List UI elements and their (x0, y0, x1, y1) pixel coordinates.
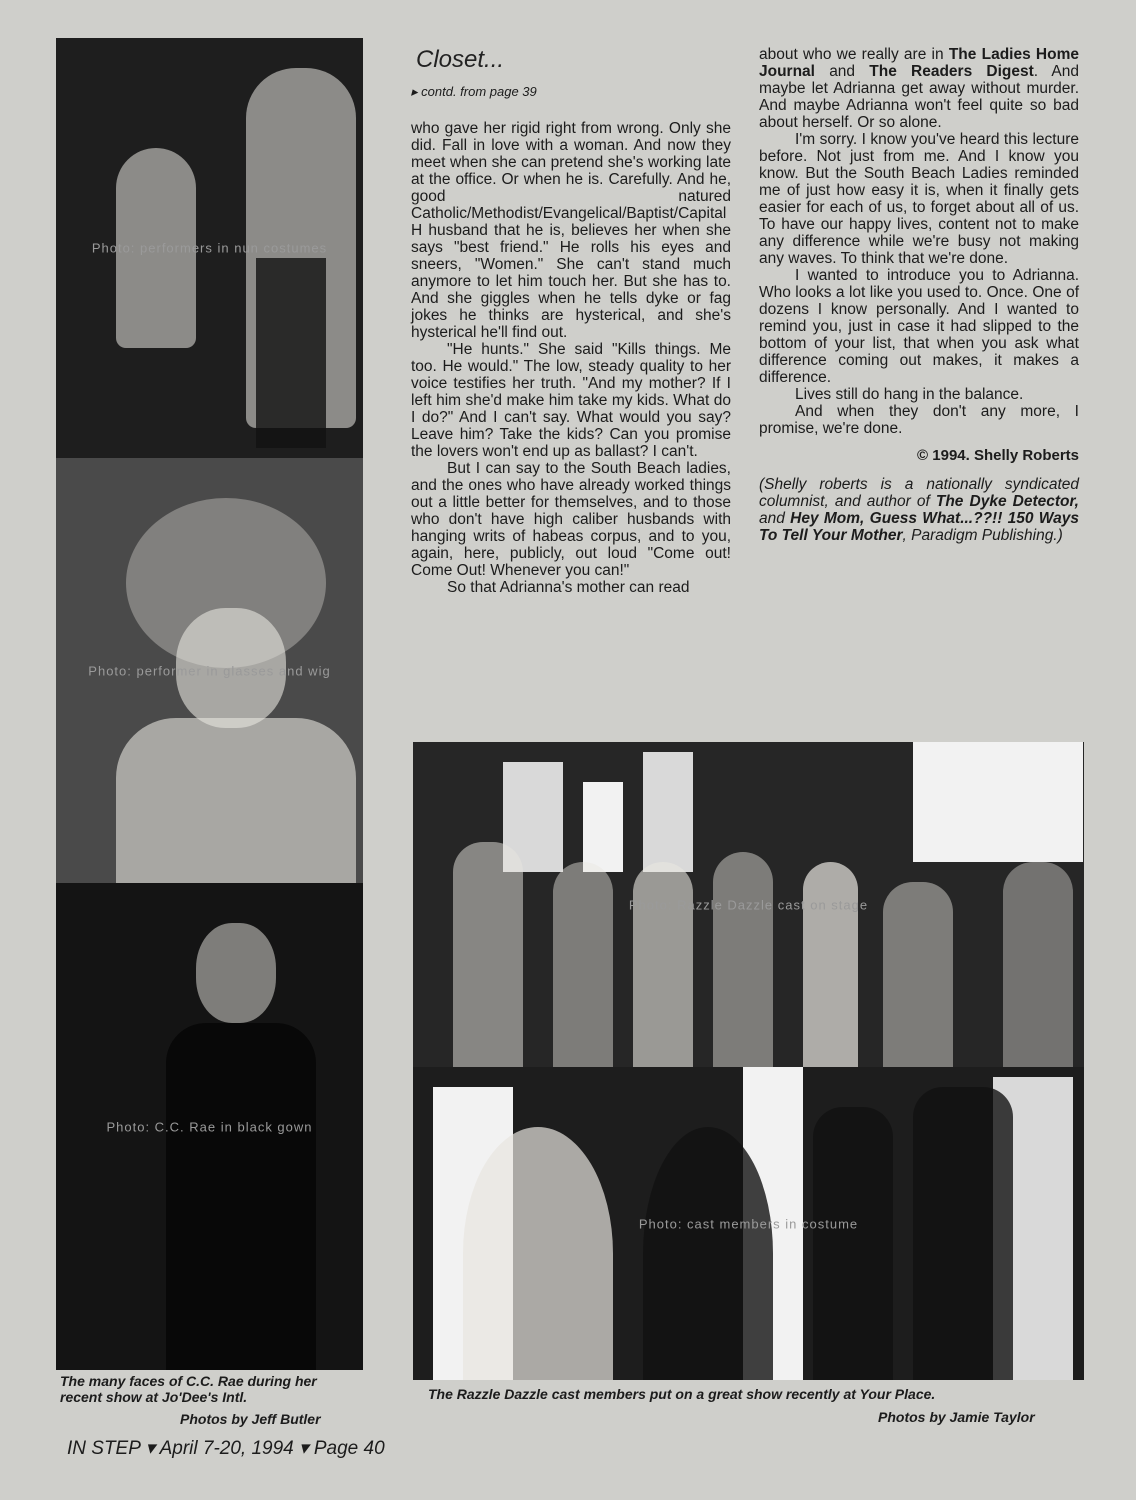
article-column-2 (759, 46, 1079, 544)
paragraph: So that Adrianna's mother can read (447, 579, 690, 596)
photo-glasses (56, 458, 363, 883)
paragraph: And when they don't any more, I promise, we're done. (759, 403, 1079, 437)
page-folio: IN STEP ▾ April 7-20, 1994 ▾ Page 40 (67, 1438, 385, 1459)
photo-ccrae (56, 883, 363, 1370)
paragraph: who gave her rigid right from wrong. Only she did. Fall in love with a woman. And now they meet when she can pretend she's working late at the office. Or when he is. Carefully. And he, good natured Catholic/Methodist/Evangelical/Baptist/Capital H husband that he is, believes her when she says "best friend." He rolls his eyes and sneers, "Women." She can't stand much anymore to let him touch her. But she has to. And she giggles when he tells dyke or fag jokes he thinks are hysterical, and she's hysterical he'll find out. (411, 120, 731, 341)
caption-right: The Razzle Dazzle cast members put on a great show recently at Your Place. (428, 1386, 936, 1402)
continued-from: ▸ contd. from page 39 (411, 84, 537, 99)
photo-label: Photo: performers in nun costumes (91, 240, 328, 256)
credit-left: Photos by Jeff Butler (180, 1411, 321, 1427)
article-column-1 (411, 120, 731, 596)
photo-label: Photo: C.C. Rae in black gown (106, 1119, 313, 1134)
photo-label: Photo: performer in glasses and wig (88, 663, 331, 678)
author-bio: (Shelly roberts is a nationally syndicated columnist, and author of The Dyke Detector, and Hey Mom, Guess What...??!! 150 Ways To Tell Your Mother, Paradigm Publishing.) (759, 476, 1080, 544)
photo-nuns (56, 38, 363, 458)
photo-cast-stage (413, 742, 1084, 1067)
photo-label: Photo: Razzle Dazzle cast on stage (628, 897, 869, 912)
copyright: © 1994. Shelly Roberts (917, 447, 1079, 464)
paragraph: Lives still do hang in the balance. (795, 386, 1024, 403)
photo-label: Photo: cast members in costume (638, 1216, 859, 1231)
paragraph: "He hunts." She said "Kills things. Me too. He would." The low, steady quality to her voice testifies her truth. "And my mother? If I left him she'd make him take my kids. What do I do?" And I can't say. What would you say? Leave him? Take the kids? Can you promise the lovers won't end up as ballast? I can't. (411, 341, 731, 460)
paragraph: But I can say to the South Beach ladies, and the ones who have already worked things out a little better for themselves, and to those who don't have high caliber husbands with hanging writs of habeas corpus, and to you, again, here, publicly, out loud "Come out! Come Out! Whenever you can!" (411, 460, 731, 579)
photo-cast-costumes (413, 1067, 1084, 1380)
paragraph: I wanted to introduce you to Adrianna. Who looks a lot like you used to. Once. One of dozens I know personally. And I wanted to remind you, just in case it had slipped to the bottom of your list, that when you ask what difference coming out makes, it makes a difference. (759, 267, 1079, 386)
paragraph: about who we really are in The Ladies Home Journal and The Readers Digest. And maybe let Adrianna get away without murder. And maybe Adrianna won't feel quite so bad about herself. Or so alone. (759, 46, 1079, 131)
credit-right: Photos by Jamie Taylor (878, 1409, 1035, 1425)
caption-left: The many faces of C.C. Rae during her recent show at Jo'Dee's Intl. (60, 1373, 317, 1405)
paragraph: I'm sorry. I know you've heard this lecture before. Not just from me. And I know you know. But the South Beach Ladies reminded me of just how easy it is, when it finally gets easier for each of us, to forget about all of us. To have our happy lives, content not to make any difference while we're busy not making any waves. To think that we're done. (759, 131, 1079, 267)
article-kicker: Closet... (416, 46, 505, 73)
